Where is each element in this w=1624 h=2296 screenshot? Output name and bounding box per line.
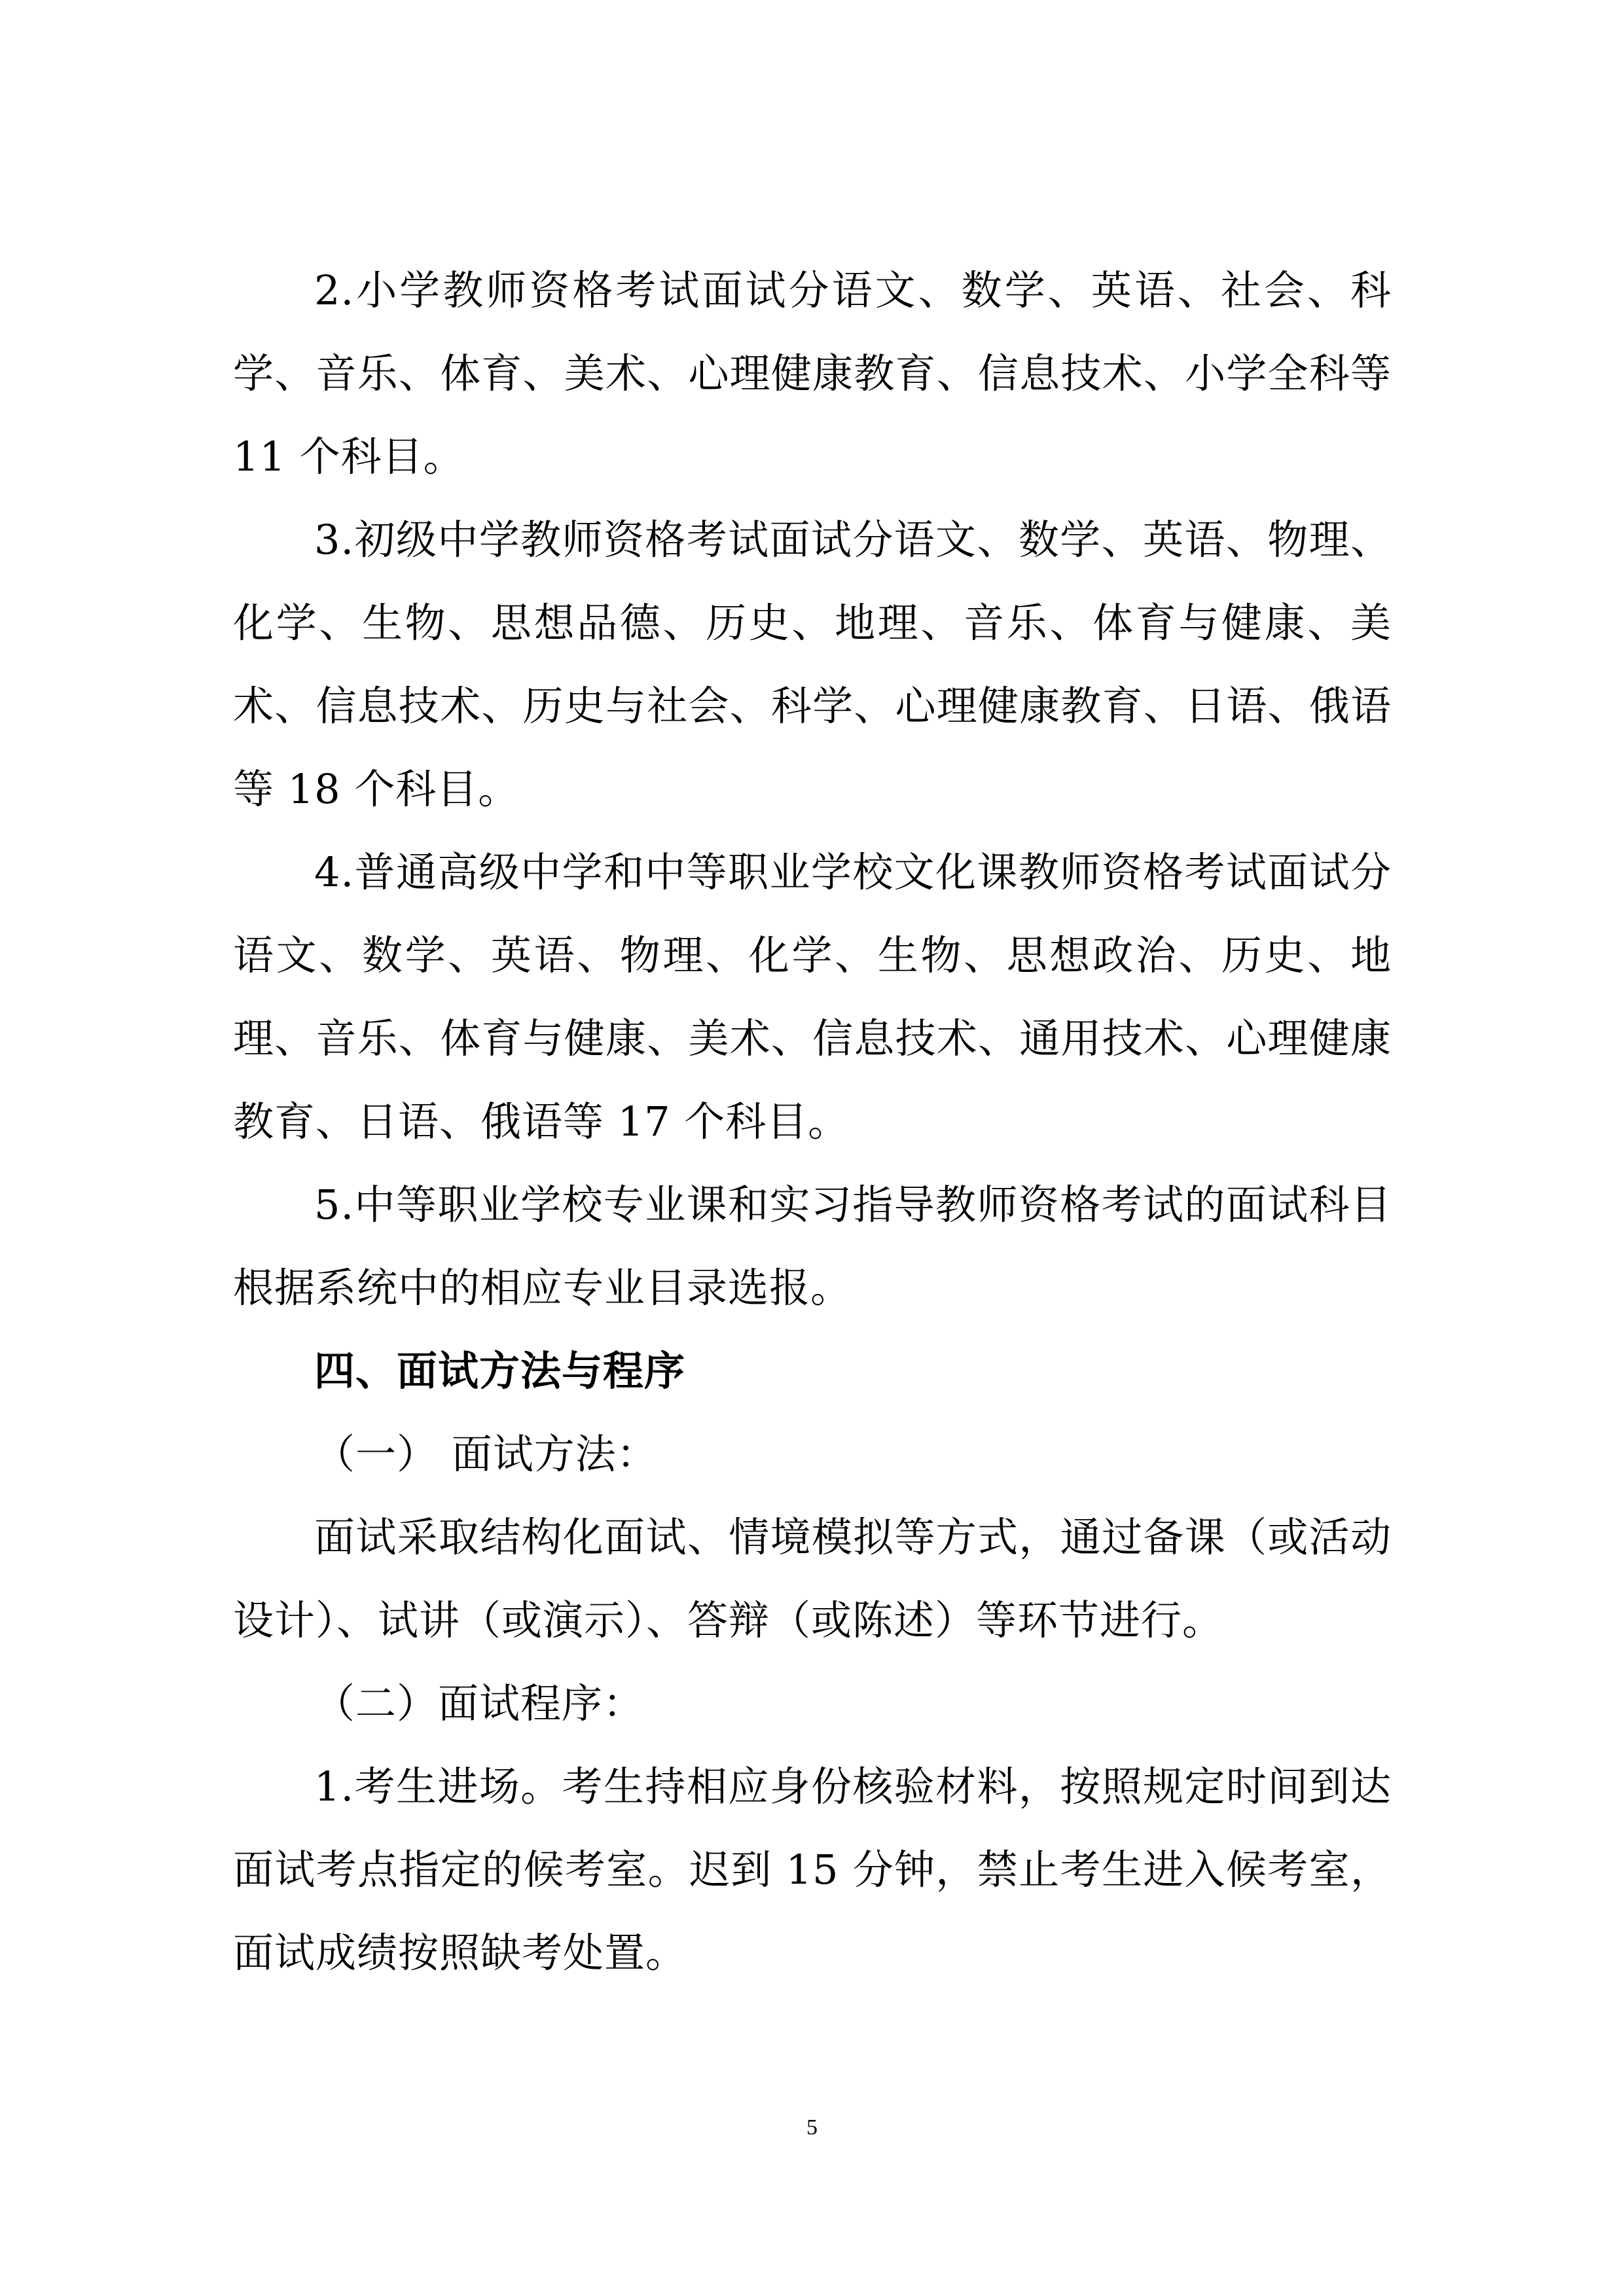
paragraph-primary-school-subjects: 2.小学教师资格考试面试分语文、数学、英语、社会、科学、音乐、体育、美术、心理健康教育、信息技术、小学全科等 11 个科目。 [233, 266, 1392, 480]
subsection-title-procedure: （二）面试程序： [314, 1679, 645, 1727]
paragraph-junior-middle-school-subjects: 3.初级中学教师资格考试面试分语文、数学、英语、物理、化学、生物、思想品德、历史、地理、音乐、体育与健康、美术、信息技术、历史与社会、科学、心理健康教育、日语、俄语等 18 个科目。 [233, 516, 1392, 813]
section-heading: 四、面试方法与程序 [314, 1347, 686, 1395]
document-body [233, 249, 1392, 1994]
paragraph-candidate-entry: 1.考生进场。考生持相应身份核验材料，按照规定时间到达面试考点指定的候考室。迟到 15 分钟，禁止考生进入候考室，面试成绩按照缺考处置。 [233, 1763, 1392, 1977]
paragraph-senior-high-school-subjects: 4.普通高级中学和中等职业学校文化课教师资格考试面试分语文、数学、英语、物理、化学、生物、思想政治、历史、地理、音乐、体育与健康、美术、信息技术、通用技术、心理健康教育、日语、俄语等 17 个科目。 [233, 848, 1392, 1145]
paragraph-interview-method: 面试采取结构化面试、情境模拟等方式，通过备课（或活动设计）、试讲（或演示）、答辩（或陈述）等环节进行。 [233, 1513, 1392, 1644]
page-number: 5 [806, 2115, 818, 2140]
paragraph-vocational-school-subjects: 5.中等职业学校专业课和实习指导教师资格考试的面试科目根据系统中的相应专业目录选报。 [233, 1181, 1392, 1312]
subsection-title-method: （一） 面试方法： [314, 1430, 658, 1478]
